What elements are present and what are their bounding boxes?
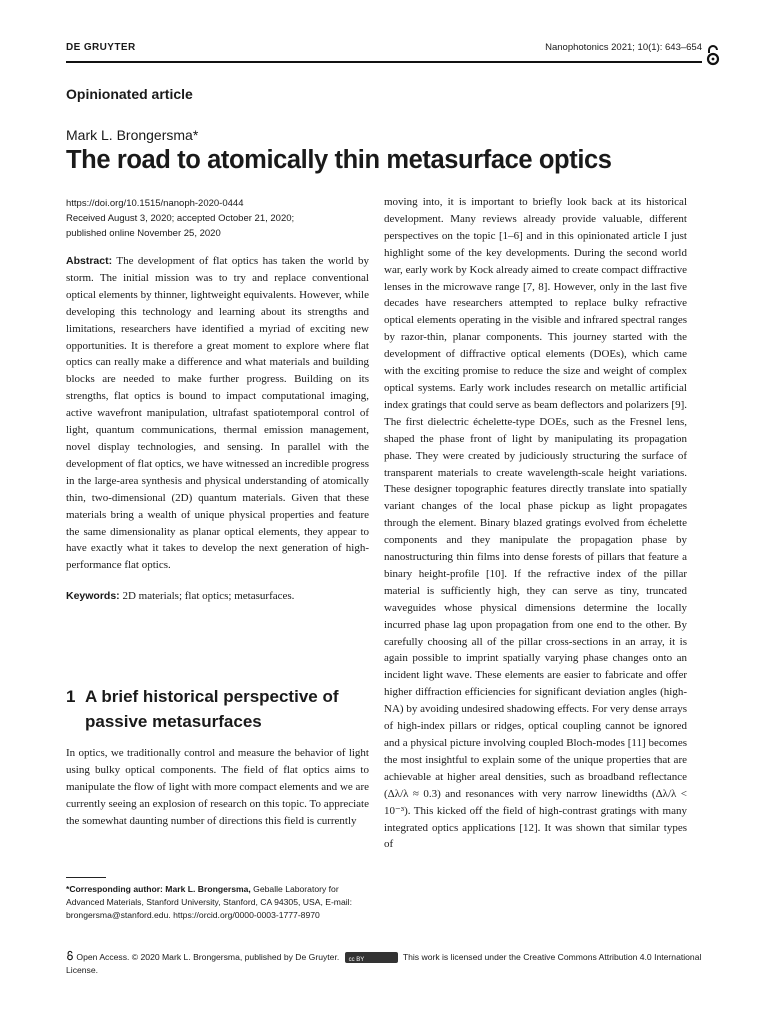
published-date: published online November 25, 2020 (66, 228, 221, 239)
footnote-text: Geballe Laboratory for Advanced Materials, Stanford University, Stanford, CA 94305, USA, E-mail: brongersma@stanford.edu. https://orcid.org/0000-0003-1777-8970 (66, 884, 352, 921)
cc-badge-text: cc BY (348, 957, 365, 964)
journal-reference: Nanophotonics 2021; 10(1): 643–654 (545, 42, 702, 53)
doi-link[interactable]: https://doi.org/10.1515/nanoph-2020-0444 (66, 198, 244, 209)
keywords-text: 2D materials; flat optics; metasurfaces. (122, 590, 295, 603)
abstract-text: The development of flat optics has taken the world by storm. The initial mission was to try and replace conventional optical elements by thinner, lightweight equivalents. However, while developing this technology and learning about its strengths and limitations, researchers have identified a myriad of exciting new opportunities. It is therefore a great moment to explore where flat optics can really make a difference and what materials and building blocks are needed to make further progress. Building on its strengths, flat optics is bound to impact computational imaging, active wavefront manipulation, ultrafast spatiotemporal control of light, quantum communications, thermal emission management, novel display technologies, and sensing. In parallel with the development of flat optics, we have witnessed an incredible progress in the large-area synthesis and physical understanding of atomically thin, two-dimensional (2D) quantum materials. Given that these materials bring a wealth of unique physical properties and feature the same dimensionality as planar optical elements, they appear to have exactly what it takes to develop the next generation of high-performance flat optics. (66, 255, 370, 572)
article-type: Opinionated article (66, 86, 193, 102)
article-title: The road to atomically thin metasurface optics (66, 146, 612, 174)
received-date: Received August 3, 2020; accepted October 21, 2020; (66, 213, 295, 224)
page-header (66, 40, 702, 60)
section-body: In optics, we traditionally control and measure the behavior of light using bulky optical components. The field of flat optics aims to manipulate the flow of light with more compact elements and we are currently seeing an explosion of research on this topic. To appreciate the somewhat daunting number of directions this field is currently (66, 747, 369, 827)
keywords (66, 588, 369, 605)
section-heading (66, 684, 369, 734)
abstract-label: Abstract: (66, 255, 113, 267)
publisher-name: DE GRUYTER (66, 42, 136, 53)
footnote-rule (66, 877, 106, 878)
license-footer (66, 950, 706, 977)
open-access-small-icon (66, 950, 74, 961)
article-meta (66, 196, 294, 241)
header-rule (66, 61, 702, 63)
section-number: 1 (66, 687, 76, 706)
abstract (66, 253, 369, 574)
open-access-text: Open Access. © 2020 Mark L. Brongersma, published by De Gruyter. (76, 952, 340, 962)
left-column (66, 253, 369, 605)
license-text: This work is licensed under the Creative Commons Attribution 4.0 International License. (66, 952, 702, 975)
cc-by-badge-icon[interactable] (345, 952, 398, 963)
author-name: Mark L. Brongersma* (66, 127, 199, 143)
right-column: moving into, it is important to briefly look back at its historical development. Many reviews already provide valuable, different perspectives on the topic [1–6] and in this opinionated article I just highlight some of the key developments. During the second world war, early work by Kock already aimed to create compact diffractive lenses in the microwave range [7, 8]. However, only in the last five decades have researchers attempted to replace bulky refractive optical elements operating in the visible and infrared spectral ranges by razor-thin, planar components. This journey started with the development of diffractive optical elements (DOEs), which came with the exciting promise to reduce the size and weight of complex optical systems. Early work includes research on metallic artificial index gratings that could serve as beam deflectors and polarizers [9]. The first dielectric échelette-type DOEs, such as the Fresnel lens, shaped the phase front of light by manipulating its propagation phase. They were created by judiciously structuring the surface of transparent materials to create wavelength-scale height variations. These designer topographic features directly translate into spatially variant changes of the local phase pickup as light propagates through the element. Binary blazed gratings evolved from échelette components and they manipulate the propagation phase by nanostructuring thin films into dense forests of pillars that feature a binary height-profile [10]. If the refractive index of the pillar material is sufficiently high, they can serve as tiny, truncated waveguides whose physical dimensions determine the locally incurred phase lag upon propagation from one end to the other. By carefully choosing all of the pillar cross-sections in an array, it is again possible to imprint spatially varying phase changes onto an incident light wave. These elements are easier to fabricate and offer higher diffraction efficiencies for significant deviation angles (high-NA) by avoiding undesired shadowing effects. For very dense arrays of high-index pillars or ridges, optical coupling cannot be ignored and a physical picture involving coupled Bloch-modes [11] becomes the most insightful to explain some of the unique properties that are achievable at higher areal densities, such as broadband reflectance (Δλ/λ ≈ 0.3) and resonances with very narrow linewidths (Δλ/λ < 10⁻³). This kicked off the field of high-contrast gratings with many integrated optics applications [12]. It was shown that similar types of (384, 196, 687, 851)
keywords-label: Keywords: (66, 590, 120, 603)
open-access-icon (705, 43, 721, 67)
footnote-label: *Corresponding author: Mark L. Brongersma, (66, 884, 251, 894)
section-title: A brief historical perspective of passive metasurfaces (85, 687, 339, 731)
footnote (66, 883, 371, 923)
